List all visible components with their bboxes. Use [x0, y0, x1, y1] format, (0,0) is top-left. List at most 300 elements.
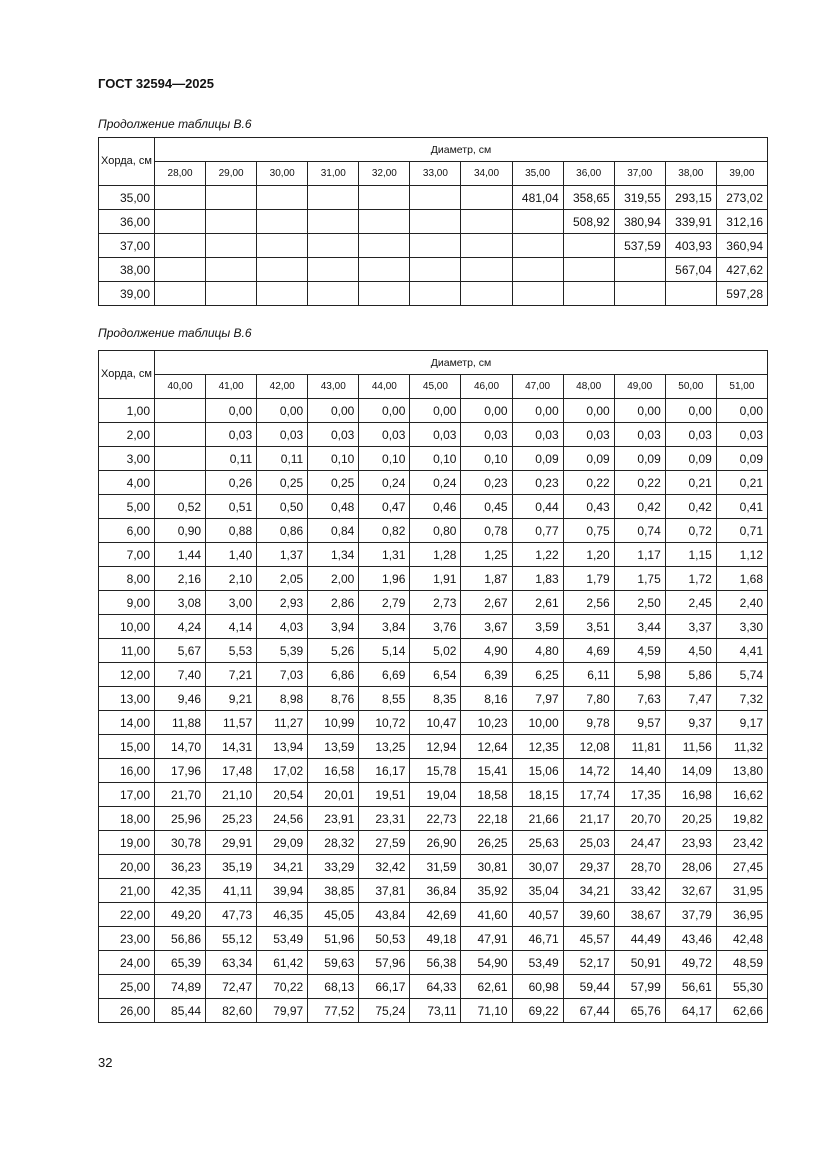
table-row [99, 258, 768, 282]
table-cell: 49,72 [665, 951, 716, 975]
table-cell: 0,41 [716, 495, 767, 519]
table-cell: 13,80 [716, 759, 767, 783]
table-cell [257, 186, 308, 210]
table-cell: 9,21 [206, 687, 257, 711]
table-cell: 0,24 [359, 471, 410, 495]
table-cell: 21,66 [512, 807, 563, 831]
table-cell: 24,47 [614, 831, 665, 855]
table-cell: 7,32 [716, 687, 767, 711]
table-cell: 54,90 [461, 951, 512, 975]
table-cell: 1,68 [716, 567, 767, 591]
chord-value: 23,00 [99, 927, 155, 951]
table-cell: 0,00 [563, 399, 614, 423]
table-row [99, 399, 768, 423]
table-cell: 60,98 [512, 975, 563, 999]
table-cell: 25,63 [512, 831, 563, 855]
table-cell [359, 282, 410, 306]
table1 [98, 137, 768, 306]
diameter-column-header: 40,00 [155, 375, 206, 399]
chord-header: Хорда, см [99, 351, 155, 399]
table1-caption: Продолжение таблицы В.6 [98, 117, 252, 131]
table-cell: 70,22 [257, 975, 308, 999]
table-cell: 7,63 [614, 687, 665, 711]
table-cell: 43,46 [665, 927, 716, 951]
table-cell: 27,45 [716, 855, 767, 879]
table-row [99, 927, 768, 951]
table-cell: 6,54 [410, 663, 461, 687]
table-row [99, 234, 768, 258]
table-cell: 21,10 [206, 783, 257, 807]
table-cell: 11,88 [155, 711, 206, 735]
table-cell: 358,65 [563, 186, 614, 210]
table-cell: 5,86 [665, 663, 716, 687]
table-cell: 59,44 [563, 975, 614, 999]
table-cell: 48,59 [716, 951, 767, 975]
chord-value: 3,00 [99, 447, 155, 471]
table-cell: 7,40 [155, 663, 206, 687]
table-cell: 20,25 [665, 807, 716, 831]
table-cell: 1,96 [359, 567, 410, 591]
table-row [99, 855, 768, 879]
table-cell: 11,56 [665, 735, 716, 759]
table-cell: 0,46 [410, 495, 461, 519]
table-cell: 2,86 [308, 591, 359, 615]
table-cell: 1,79 [563, 567, 614, 591]
chord-value: 4,00 [99, 471, 155, 495]
table-cell: 1,87 [461, 567, 512, 591]
table-cell [410, 258, 461, 282]
table-cell: 32,42 [359, 855, 410, 879]
table-cell: 3,51 [563, 615, 614, 639]
table-cell: 1,15 [665, 543, 716, 567]
table-cell: 2,61 [512, 591, 563, 615]
table-cell: 0,09 [614, 447, 665, 471]
table-cell: 49,18 [410, 927, 461, 951]
table-cell: 45,57 [563, 927, 614, 951]
table-cell: 0,43 [563, 495, 614, 519]
table-cell: 56,86 [155, 927, 206, 951]
table-row [99, 615, 768, 639]
table-cell: 30,81 [461, 855, 512, 879]
diameter-column-header: 28,00 [155, 162, 206, 186]
table-cell [512, 210, 563, 234]
table-cell: 11,27 [257, 711, 308, 735]
table-cell: 1,12 [716, 543, 767, 567]
table-cell [308, 210, 359, 234]
chord-value: 18,00 [99, 807, 155, 831]
table-cell: 29,37 [563, 855, 614, 879]
page-number: 32 [98, 1055, 113, 1070]
table-cell: 1,34 [308, 543, 359, 567]
table-cell: 4,03 [257, 615, 308, 639]
table-cell: 0,86 [257, 519, 308, 543]
table-cell: 0,11 [206, 447, 257, 471]
chord-value: 9,00 [99, 591, 155, 615]
diameter-column-header: 36,00 [563, 162, 614, 186]
table-cell [206, 282, 257, 306]
table-cell: 3,30 [716, 615, 767, 639]
table-cell: 26,25 [461, 831, 512, 855]
table-cell: 19,82 [716, 807, 767, 831]
table-cell: 1,22 [512, 543, 563, 567]
table-cell: 3,37 [665, 615, 716, 639]
table-cell: 12,08 [563, 735, 614, 759]
table-cell [359, 210, 410, 234]
table-cell: 36,23 [155, 855, 206, 879]
chord-value: 6,00 [99, 519, 155, 543]
table-cell: 3,67 [461, 615, 512, 639]
table-cell: 53,49 [512, 951, 563, 975]
table-cell: 17,96 [155, 759, 206, 783]
table-cell: 56,38 [410, 951, 461, 975]
table-cell: 9,37 [665, 711, 716, 735]
table-cell: 0,10 [461, 447, 512, 471]
table-row [99, 831, 768, 855]
table-cell: 0,23 [512, 471, 563, 495]
table-row [99, 495, 768, 519]
table-cell: 2,79 [359, 591, 410, 615]
chord-value: 8,00 [99, 567, 155, 591]
table-row [99, 282, 768, 306]
table-cell: 0,00 [512, 399, 563, 423]
chord-value: 11,00 [99, 639, 155, 663]
table-cell: 0,00 [410, 399, 461, 423]
table-cell: 2,10 [206, 567, 257, 591]
table-cell: 10,72 [359, 711, 410, 735]
table-cell: 0,00 [257, 399, 308, 423]
table-cell: 0,03 [410, 423, 461, 447]
table-cell: 5,14 [359, 639, 410, 663]
table-cell [257, 210, 308, 234]
table-cell [155, 423, 206, 447]
table-cell: 40,57 [512, 903, 563, 927]
table-cell: 22,18 [461, 807, 512, 831]
table-cell [410, 282, 461, 306]
table-cell [563, 258, 614, 282]
diameter-column-header: 48,00 [563, 375, 614, 399]
table-row [99, 783, 768, 807]
table-cell [410, 210, 461, 234]
table-cell: 51,96 [308, 927, 359, 951]
table-cell: 34,21 [563, 879, 614, 903]
table-cell: 14,09 [665, 759, 716, 783]
table-cell: 15,06 [512, 759, 563, 783]
table-cell: 13,25 [359, 735, 410, 759]
table-row [99, 519, 768, 543]
chord-value: 10,00 [99, 615, 155, 639]
table-cell: 4,80 [512, 639, 563, 663]
table-cell: 0,77 [512, 519, 563, 543]
table-cell: 0,00 [206, 399, 257, 423]
table-cell [461, 282, 512, 306]
table-cell: 0,26 [206, 471, 257, 495]
table-cell: 23,42 [716, 831, 767, 855]
chord-value: 16,00 [99, 759, 155, 783]
chord-value: 1,00 [99, 399, 155, 423]
table-cell: 37,81 [359, 879, 410, 903]
table-cell: 15,41 [461, 759, 512, 783]
table-cell: 10,47 [410, 711, 461, 735]
diameter-column-header: 34,00 [461, 162, 512, 186]
table-cell: 5,39 [257, 639, 308, 663]
table-cell: 18,58 [461, 783, 512, 807]
table-cell: 0,21 [716, 471, 767, 495]
table-cell: 77,52 [308, 999, 359, 1023]
table-cell: 0,00 [359, 399, 410, 423]
table-cell: 481,04 [512, 186, 563, 210]
table-cell: 82,60 [206, 999, 257, 1023]
table-cell [410, 186, 461, 210]
table-cell: 85,44 [155, 999, 206, 1023]
table-cell: 0,80 [410, 519, 461, 543]
table-row [99, 687, 768, 711]
table-cell: 34,21 [257, 855, 308, 879]
table-row [99, 663, 768, 687]
table-cell: 7,47 [665, 687, 716, 711]
table-row [99, 186, 768, 210]
table-row [99, 567, 768, 591]
table-cell: 11,81 [614, 735, 665, 759]
diameter-header: Диаметр, см [155, 138, 768, 162]
table-row [99, 807, 768, 831]
table-cell: 8,55 [359, 687, 410, 711]
table-cell: 41,11 [206, 879, 257, 903]
table-cell: 46,71 [512, 927, 563, 951]
table-cell: 5,26 [308, 639, 359, 663]
table-cell: 0,23 [461, 471, 512, 495]
table-cell: 9,46 [155, 687, 206, 711]
table-cell: 0,82 [359, 519, 410, 543]
table-cell: 0,00 [716, 399, 767, 423]
chord-value: 38,00 [99, 258, 155, 282]
table-cell: 17,74 [563, 783, 614, 807]
table-cell: 4,69 [563, 639, 614, 663]
table-cell: 16,98 [665, 783, 716, 807]
table-cell: 32,67 [665, 879, 716, 903]
table-row [99, 711, 768, 735]
table-cell: 38,85 [308, 879, 359, 903]
table-cell: 7,80 [563, 687, 614, 711]
table-cell: 5,02 [410, 639, 461, 663]
diameter-column-header: 50,00 [665, 375, 716, 399]
table-cell: 0,22 [614, 471, 665, 495]
table-cell: 0,21 [665, 471, 716, 495]
table-cell: 319,55 [614, 186, 665, 210]
table-cell: 2,73 [410, 591, 461, 615]
table-cell [155, 282, 206, 306]
table-cell: 273,02 [716, 186, 767, 210]
table-cell: 2,93 [257, 591, 308, 615]
table-cell: 35,04 [512, 879, 563, 903]
table-cell: 13,94 [257, 735, 308, 759]
table-cell: 0,03 [716, 423, 767, 447]
table-row [99, 447, 768, 471]
table-row [99, 543, 768, 567]
table-cell: 0,25 [257, 471, 308, 495]
table-cell: 1,75 [614, 567, 665, 591]
table-cell: 0,24 [410, 471, 461, 495]
table-cell: 403,93 [665, 234, 716, 258]
table-cell: 1,91 [410, 567, 461, 591]
table-cell: 1,28 [410, 543, 461, 567]
diameter-column-header: 38,00 [665, 162, 716, 186]
table-cell: 8,76 [308, 687, 359, 711]
chord-value: 5,00 [99, 495, 155, 519]
table-cell: 22,73 [410, 807, 461, 831]
table-cell: 62,61 [461, 975, 512, 999]
diameter-column-header: 33,00 [410, 162, 461, 186]
diameter-column-header: 29,00 [206, 162, 257, 186]
table-cell: 293,15 [665, 186, 716, 210]
table-cell: 0,71 [716, 519, 767, 543]
table-cell: 12,94 [410, 735, 461, 759]
table-cell: 0,25 [308, 471, 359, 495]
table-cell: 567,04 [665, 258, 716, 282]
table-cell: 3,76 [410, 615, 461, 639]
chord-value: 36,00 [99, 210, 155, 234]
table-cell: 79,97 [257, 999, 308, 1023]
table-cell: 0,10 [410, 447, 461, 471]
table-cell: 28,32 [308, 831, 359, 855]
chord-value: 26,00 [99, 999, 155, 1023]
table-cell: 0,74 [614, 519, 665, 543]
table-cell: 9,17 [716, 711, 767, 735]
table-cell: 2,00 [308, 567, 359, 591]
table-cell: 30,78 [155, 831, 206, 855]
table-cell [614, 258, 665, 282]
table-cell: 1,20 [563, 543, 614, 567]
table-cell [206, 234, 257, 258]
table-cell [308, 258, 359, 282]
table-cell: 15,78 [410, 759, 461, 783]
table-cell: 2,45 [665, 591, 716, 615]
table-cell: 56,61 [665, 975, 716, 999]
table-cell: 28,06 [665, 855, 716, 879]
table-cell [359, 186, 410, 210]
table-cell: 25,96 [155, 807, 206, 831]
table-row [99, 735, 768, 759]
table-cell: 23,91 [308, 807, 359, 831]
table-cell: 8,35 [410, 687, 461, 711]
table-cell: 17,48 [206, 759, 257, 783]
table-cell: 0,90 [155, 519, 206, 543]
table-cell [512, 282, 563, 306]
table-cell: 0,03 [206, 423, 257, 447]
table-cell: 24,56 [257, 807, 308, 831]
chord-header: Хорда, см [99, 138, 155, 186]
table-cell: 1,37 [257, 543, 308, 567]
table-cell: 9,57 [614, 711, 665, 735]
table-cell: 23,31 [359, 807, 410, 831]
table-cell: 29,91 [206, 831, 257, 855]
table-cell [461, 234, 512, 258]
table-cell: 13,59 [308, 735, 359, 759]
table-cell: 3,08 [155, 591, 206, 615]
diameter-column-header: 31,00 [308, 162, 359, 186]
table-cell: 6,86 [308, 663, 359, 687]
table-cell: 43,84 [359, 903, 410, 927]
table-cell: 6,11 [563, 663, 614, 687]
table-cell: 64,17 [665, 999, 716, 1023]
table-cell: 10,23 [461, 711, 512, 735]
table-cell [410, 234, 461, 258]
table-cell: 25,03 [563, 831, 614, 855]
table-cell: 339,91 [665, 210, 716, 234]
table-cell: 7,03 [257, 663, 308, 687]
table-cell: 0,03 [614, 423, 665, 447]
table-cell: 14,40 [614, 759, 665, 783]
table-cell: 0,03 [563, 423, 614, 447]
table-cell [206, 258, 257, 282]
table-cell: 75,24 [359, 999, 410, 1023]
table-cell [512, 234, 563, 258]
diameter-column-header: 44,00 [359, 375, 410, 399]
table-cell [257, 282, 308, 306]
table-cell: 39,60 [563, 903, 614, 927]
table2-caption: Продолжение таблицы В.6 [98, 326, 252, 340]
table-cell: 0,03 [359, 423, 410, 447]
table-cell: 380,94 [614, 210, 665, 234]
diameter-column-header: 51,00 [716, 375, 767, 399]
table-cell: 39,94 [257, 879, 308, 903]
table-cell [308, 282, 359, 306]
table-cell: 2,67 [461, 591, 512, 615]
table-row [99, 903, 768, 927]
diameter-column-header: 35,00 [512, 162, 563, 186]
table-cell: 5,98 [614, 663, 665, 687]
table-cell: 74,89 [155, 975, 206, 999]
table-cell [155, 210, 206, 234]
table-row [99, 999, 768, 1023]
table-cell: 31,59 [410, 855, 461, 879]
table-cell: 16,17 [359, 759, 410, 783]
table-cell: 0,50 [257, 495, 308, 519]
table-cell: 19,04 [410, 783, 461, 807]
table-cell: 0,09 [716, 447, 767, 471]
table-cell: 57,96 [359, 951, 410, 975]
table-cell: 36,95 [716, 903, 767, 927]
table-cell: 0,42 [614, 495, 665, 519]
chord-value: 37,00 [99, 234, 155, 258]
table-cell: 0,03 [461, 423, 512, 447]
table-cell: 360,94 [716, 234, 767, 258]
table-cell: 1,83 [512, 567, 563, 591]
table-cell: 25,23 [206, 807, 257, 831]
table-cell: 1,44 [155, 543, 206, 567]
diameter-column-header: 32,00 [359, 162, 410, 186]
chord-value: 7,00 [99, 543, 155, 567]
table-cell: 11,32 [716, 735, 767, 759]
table-cell: 55,30 [716, 975, 767, 999]
table-cell: 2,56 [563, 591, 614, 615]
table-cell: 0,09 [563, 447, 614, 471]
table-cell: 0,75 [563, 519, 614, 543]
table-cell [155, 399, 206, 423]
chord-value: 12,00 [99, 663, 155, 687]
table-cell: 3,44 [614, 615, 665, 639]
table-cell: 14,31 [206, 735, 257, 759]
table-cell: 312,16 [716, 210, 767, 234]
table-cell: 0,09 [665, 447, 716, 471]
table-cell: 0,45 [461, 495, 512, 519]
table-cell: 0,51 [206, 495, 257, 519]
table-cell: 0,09 [512, 447, 563, 471]
table-cell: 0,03 [665, 423, 716, 447]
diameter-column-header: 39,00 [716, 162, 767, 186]
table-cell: 30,07 [512, 855, 563, 879]
table-cell: 0,00 [665, 399, 716, 423]
table-cell [155, 234, 206, 258]
